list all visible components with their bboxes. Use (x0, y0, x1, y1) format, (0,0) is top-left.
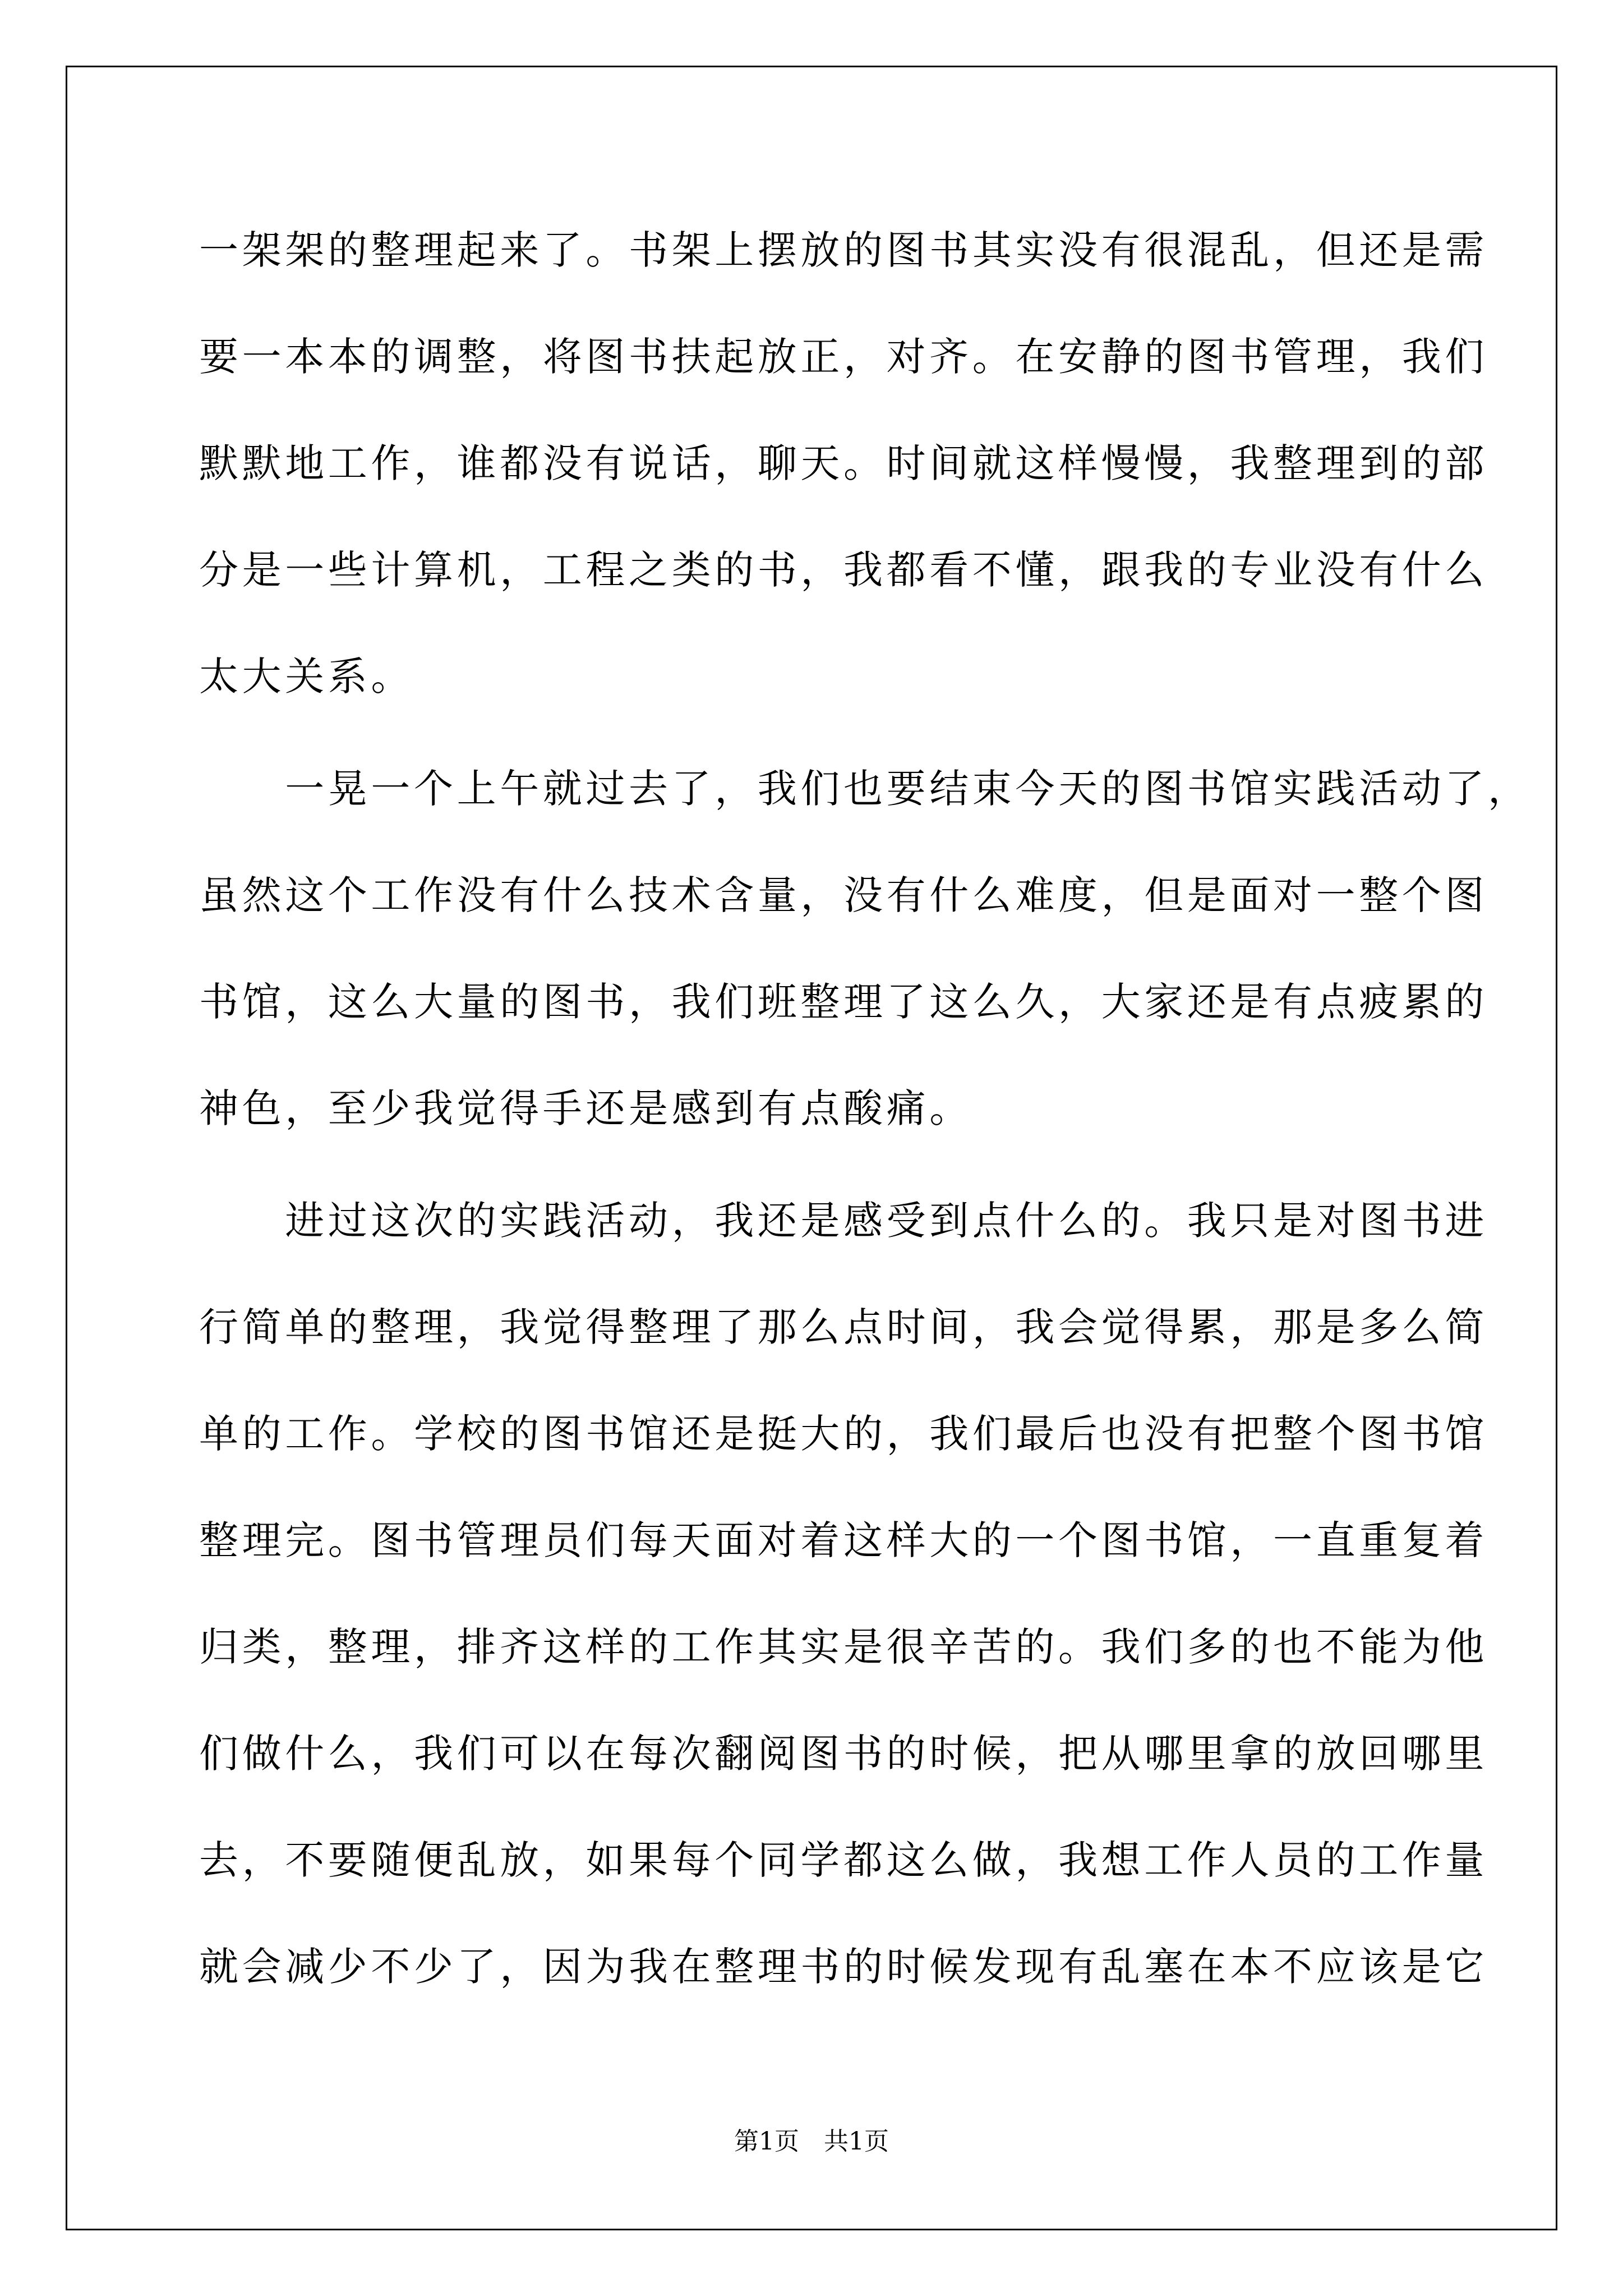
text-line: 归类，整理，排齐这样的工作其实是很辛苦的。我们多的也不能为他 (199, 1624, 1488, 1670)
text-line: 整理完。图书管理员们每天面对着这样大的一个图书馆，一直重复着 (199, 1517, 1488, 1563)
text-line: 太大关系。 (199, 654, 414, 700)
text-line: 进过这次的实践活动，我还是感受到点什么的。我只是对图书进 (199, 1198, 1488, 1244)
text-line: 要一本本的调整，将图书扶起放正，对齐。在安静的图书管理，我们 (199, 334, 1488, 380)
page-border (66, 66, 1557, 2230)
text-line: 默默地工作，谁都没有说话，聊天。时间就这样慢慢，我整理到的部 (199, 440, 1488, 486)
text-line: 们做什么，我们可以在每次翻阅图书的时候，把从哪里拿的放回哪里 (199, 1731, 1488, 1777)
text-line: 分是一些计算机，工程之类的书，我都看不懂，跟我的专业没有什么 (199, 547, 1488, 593)
text-line: 书馆，这么大量的图书，我们班整理了这么久，大家还是有点疲累的 (199, 979, 1488, 1025)
text-line: 就会减少不少了，因为我在整理书的时候发现有乱塞在本不应该是它 (199, 1944, 1488, 1990)
text-line: 一架架的整理起来了。书架上摆放的图书其实没有很混乱，但还是需 (199, 227, 1488, 273)
text-line: 行简单的整理，我觉得整理了那么点时间，我会觉得累，那是多么简 (199, 1304, 1488, 1350)
text-line: 去，不要随便乱放，如果每个同学都这么做，我想工作人员的工作量 (199, 1837, 1488, 1883)
text-line: 单的工作。学校的图书馆还是挺大的，我们最后也没有把整个图书馆 (199, 1411, 1488, 1457)
text-line: 一晃一个上午就过去了，我们也要结束今天的图书馆实践活动了， (199, 766, 1531, 812)
text-line: 虽然这个工作没有什么技术含量，没有什么难度，但是面对一整个图 (199, 872, 1488, 918)
text-line: 神色，至少我觉得手还是感到有点酸痛。 (199, 1085, 972, 1131)
page-number-footer: 第1页 共1页 (734, 2127, 889, 2156)
